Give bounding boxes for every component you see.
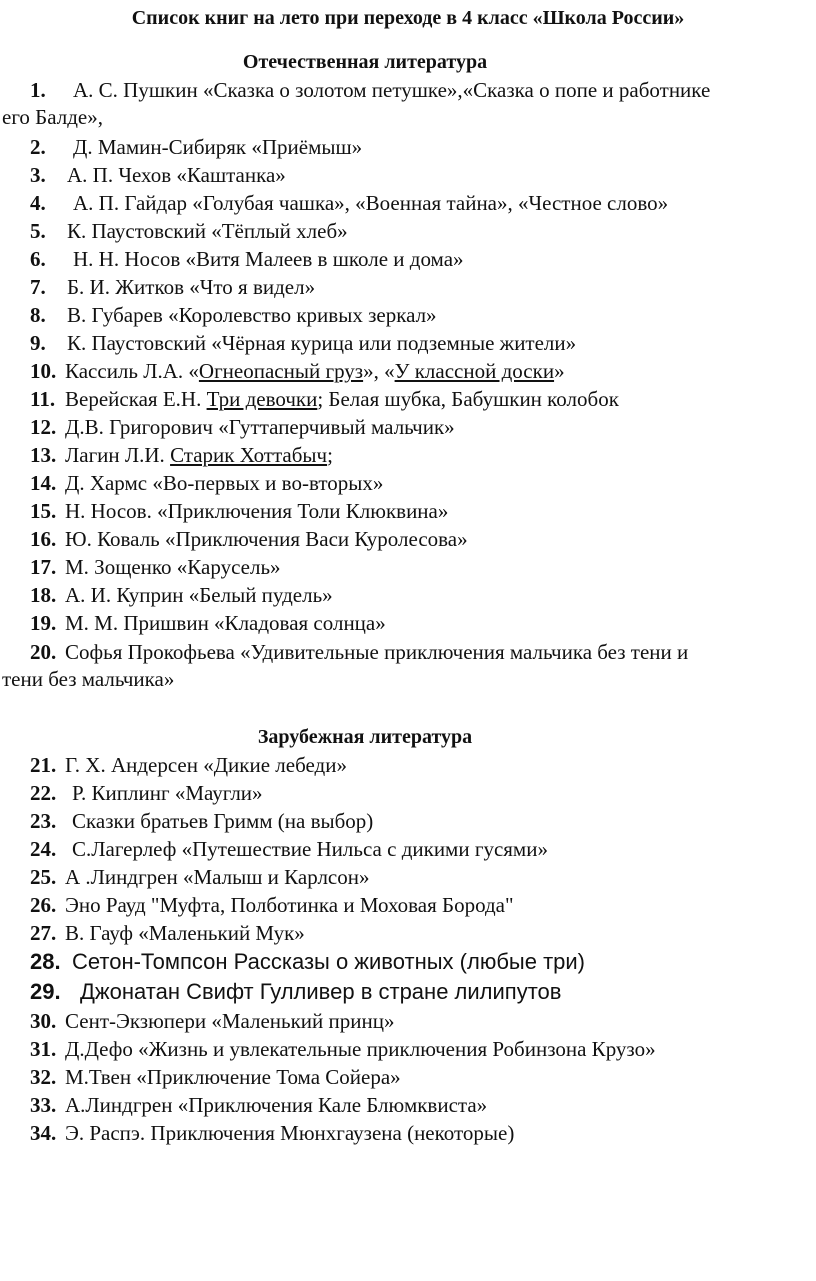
item-text-part: » bbox=[554, 359, 565, 383]
item-text: К. Паустовский «Чёрная курица или подземные жители» bbox=[67, 331, 577, 355]
item-text-part: ; bbox=[327, 443, 333, 467]
item-number: 33. bbox=[30, 1093, 57, 1117]
item-number: 25. bbox=[30, 865, 57, 889]
item-number: 12. bbox=[30, 415, 57, 439]
section-heading-foreign: Зарубежная литература bbox=[257, 726, 473, 748]
item-number: 1. bbox=[30, 78, 46, 102]
item-text: Эно Рауд "Муфта, Полботинка и Моховая Борода" bbox=[65, 893, 514, 917]
item-text: А. И. Куприн «Белый пудель» bbox=[65, 583, 333, 607]
item-number: 17. bbox=[30, 555, 57, 579]
item-text: Р. Киплинг «Маугли» bbox=[72, 781, 263, 805]
item-text-part: Лагин Л.И. bbox=[65, 443, 171, 467]
book-title-link: Огнеопасный груз bbox=[198, 359, 364, 383]
item-text: С.Лагерлеф «Путешествие Нильса с дикими гусями» bbox=[72, 837, 548, 861]
item-number: 32. bbox=[30, 1065, 57, 1089]
item-text: А. П. Чехов «Каштанка» bbox=[67, 163, 286, 187]
item-number: 30. bbox=[30, 1009, 57, 1033]
item-text bbox=[65, 386, 619, 413]
item-number: 2. bbox=[30, 135, 46, 159]
item-text: М.Твен «Приключение Тома Сойера» bbox=[65, 1065, 401, 1089]
item-number: 4. bbox=[30, 191, 46, 215]
item-number: 22. bbox=[30, 781, 57, 805]
item-text: А. С. Пушкин «Сказка о золотом петушке»,«Сказка о попе и работнике bbox=[73, 78, 711, 102]
item-number: 16. bbox=[30, 527, 57, 551]
item-text: Сказки братьев Гримм (на выбор) bbox=[72, 809, 374, 833]
item-number: 34. bbox=[30, 1121, 57, 1145]
item-number: 24. bbox=[30, 837, 57, 861]
item-text-part: ; Белая шубка, Бабушкин колобок bbox=[317, 387, 619, 411]
item-text bbox=[65, 442, 333, 469]
item-text: Сетон-Томпсон Рассказы о животных (любые три) bbox=[72, 949, 586, 974]
item-text-continuation: его Балде», bbox=[2, 105, 103, 129]
item-text: Н. Н. Носов «Витя Малеев в школе и дома» bbox=[73, 247, 464, 271]
item-text-part: Верейская Е.Н. bbox=[65, 387, 207, 411]
item-number: 15. bbox=[30, 499, 57, 523]
book-title-link: Три девочки bbox=[206, 387, 318, 411]
item-text: К. Паустовский «Тёплый хлеб» bbox=[67, 219, 348, 243]
item-text-part: », « bbox=[363, 359, 395, 383]
item-text: А .Линдгрен «Малыш и Карлсон» bbox=[65, 865, 370, 889]
item-text: Б. И. Житков «Что я видел» bbox=[67, 275, 316, 299]
item-number: 9. bbox=[30, 331, 46, 355]
item-number: 20. bbox=[30, 640, 57, 664]
item-number: 7. bbox=[30, 275, 46, 299]
item-number: 8. bbox=[30, 303, 46, 327]
item-text: Д.В. Григорович «Гуттаперчивый мальчик» bbox=[65, 415, 455, 439]
item-number: 10. bbox=[30, 359, 57, 383]
item-text: М. М. Пришвин «Кладовая солнца» bbox=[65, 611, 386, 635]
item-number: 18. bbox=[30, 583, 57, 607]
item-text: Джонатан Свифт Гулливер в стране лилипутов bbox=[80, 979, 562, 1004]
item-number: 21. bbox=[30, 753, 57, 777]
item-text: Софья Прокофьева «Удивительные приключения мальчика без тени и bbox=[65, 640, 689, 664]
item-number: 23. bbox=[30, 809, 57, 833]
item-number: 13. bbox=[30, 443, 57, 467]
item-text: М. Зощенко «Карусель» bbox=[65, 555, 281, 579]
document-title: Список книг на лето при переходе в 4 класс «Школа России» bbox=[131, 7, 685, 29]
item-number: 31. bbox=[30, 1037, 57, 1061]
item-number: 14. bbox=[30, 471, 57, 495]
item-text: Д. Хармс «Во-первых и во-вторых» bbox=[65, 471, 384, 495]
item-number: 19. bbox=[30, 611, 57, 635]
item-text: А. П. Гайдар «Голубая чашка», «Военная тайна», «Честное слово» bbox=[73, 191, 669, 215]
item-number: 5. bbox=[30, 219, 46, 243]
item-number: 3. bbox=[30, 163, 46, 187]
item-number: 26. bbox=[30, 893, 57, 917]
item-number: 11. bbox=[30, 387, 56, 411]
item-number: 29. bbox=[30, 979, 61, 1004]
item-text: Д. Мамин-Сибиряк «Приёмыш» bbox=[73, 135, 363, 159]
section-heading-domestic: Отечественная литература bbox=[242, 51, 488, 73]
item-number: 28. bbox=[30, 949, 61, 974]
item-text: Г. Х. Андерсен «Дикие лебеди» bbox=[65, 753, 347, 777]
item-text: Ю. Коваль «Приключения Васи Куролесова» bbox=[65, 527, 468, 551]
item-text: Н. Носов. «Приключения Толи Клюквина» bbox=[65, 499, 449, 523]
item-text-part: Кассиль Л.А. « bbox=[65, 359, 199, 383]
book-title-link: Старик Хоттабыч bbox=[170, 443, 328, 467]
book-title-link: У классной доски bbox=[394, 359, 555, 383]
item-text: Сент-Экзюпери «Маленький принц» bbox=[65, 1009, 395, 1033]
item-text bbox=[65, 358, 565, 385]
item-number: 6. bbox=[30, 247, 46, 271]
item-text: Д.Дефо «Жизнь и увлекательные приключения Робинзона Крузо» bbox=[65, 1037, 656, 1061]
item-text: В. Губарев «Королевство кривых зеркал» bbox=[67, 303, 437, 327]
item-text: Э. Распэ. Приключения Мюнхгаузена (некоторые) bbox=[65, 1121, 515, 1145]
item-number: 27. bbox=[30, 921, 57, 945]
item-text: В. Гауф «Маленький Мук» bbox=[65, 921, 305, 945]
item-text: А.Линдгрен «Приключения Кале Блюмквиста» bbox=[65, 1093, 488, 1117]
item-text-continuation: тени без мальчика» bbox=[2, 667, 175, 691]
